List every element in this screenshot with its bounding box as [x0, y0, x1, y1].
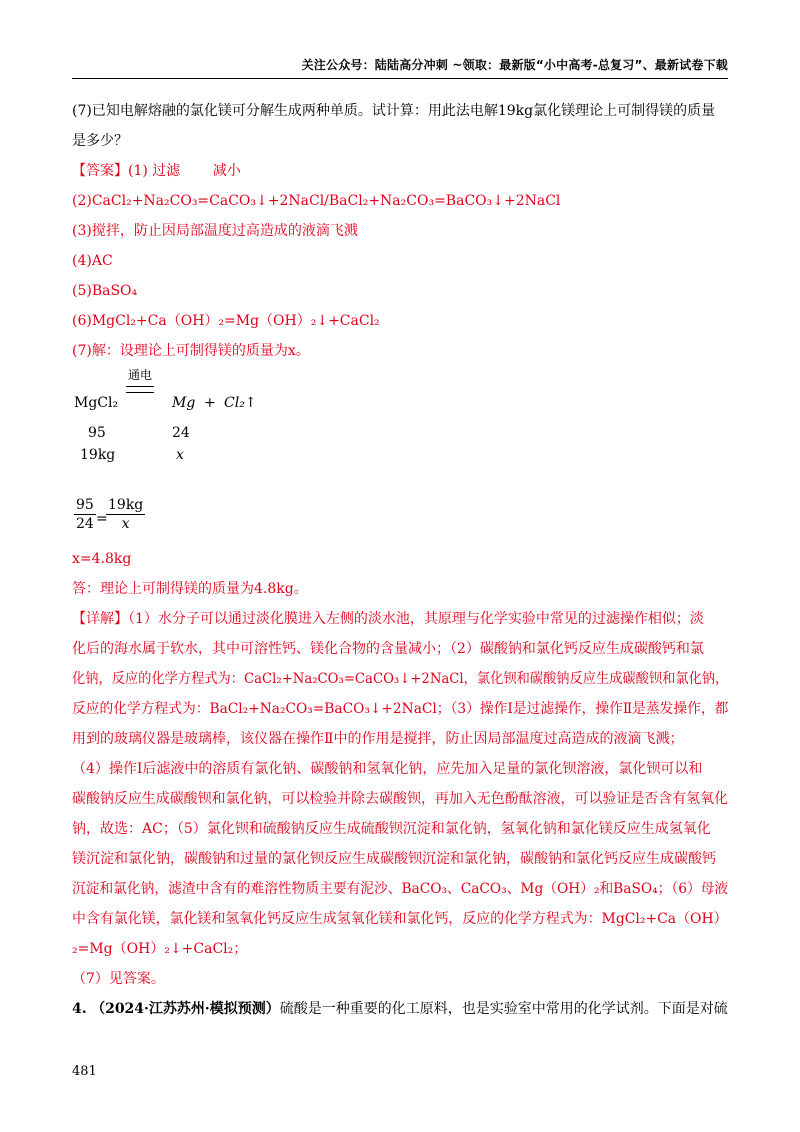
- detail-line-11: 中含有氯化镁，氯化镁和氢氧化钙反应生成氢氧化镁和氯化钙，反应的化学方程式为：MgCl₂+Ca（OH）: [72, 911, 728, 927]
- conclusion-line: 答：理论上可制得镁的质量为4.8kg。: [72, 581, 308, 597]
- detail-line-5: 用到的玻璃仪器是玻璃棒，该仪器在操作Ⅱ中的作用是搅拌，防止因局部温度过高造成的液滴飞溅；: [72, 731, 684, 747]
- detail-line-2: 化后的海水属于软水，其中可溶性钙、镁化合物的含量减小；（2）碳酸钠和氯化钙反应生成碳酸钙和氯: [72, 641, 704, 657]
- page-content: [72, 96, 728, 1024]
- equation-plus: +: [204, 395, 216, 411]
- result-line: x=4.8kg: [72, 551, 132, 567]
- equation-given-mass: 19kg: [80, 447, 116, 463]
- fraction-left-denominator: 24: [76, 516, 94, 532]
- detail-line-9: 镁沉淀和氯化钠，碳酸钠和过量的氯化钡反应生成碳酸钡沉淀和氯化钠，碳酸钠和氯化钙反应生成碳酸钙: [72, 851, 716, 867]
- question-4-number: 4.: [72, 1001, 87, 1017]
- fraction-left-numerator: 95: [76, 497, 94, 513]
- equation-product-cl2: Cl₂↑: [224, 395, 257, 411]
- detail-line-3: 化钠，反应的化学方程式为：CaCl₂+Na₂CO₃=CaCO₃↓+2NaCl，氯化钡和碳酸钠反应生成碳酸钡和氯化钠，: [72, 671, 729, 687]
- detail-line-4: 反应的化学方程式为：BaCl₂+Na₂CO₃=BaCO₃↓+2NaCl；（3）操作Ⅰ是过滤操作，操作Ⅱ是蒸发操作，都: [72, 701, 729, 717]
- equation-reactant: MgCl₂: [74, 395, 119, 411]
- detail-line-7: 碳酸钠反应生成碳酸钡和氯化钠，可以检验并除去碳酸钡，再加入无色酚酞溶液，可以验证是否含有氢氧化: [72, 791, 729, 807]
- equation-condition: 通电: [128, 368, 153, 382]
- answer-label-1: 【答案】(1) 过滤 减小: [72, 163, 241, 179]
- question-7-line-1: (7)已知电解熔融的氯化镁可分解生成两种单质。试计算：用此法电解19kg氯化镁理论上可制得镁的质量: [72, 103, 716, 119]
- equation-ratio-left: 95: [88, 425, 106, 441]
- equation-ratio-right: 24: [172, 425, 190, 441]
- answer-2: (2)CaCl₂+Na₂CO₃=CaCO₃↓+2NaCl/BaCl₂+Na₂CO₃=BaCO₃↓+2NaCl: [72, 193, 561, 209]
- detail-line-8: 钠，故选：AC；（5）氯化钡和硫酸钠反应生成硫酸钡沉淀和氯化钠，氢氧化钠和氯化镁反应生成氢氧化: [72, 821, 711, 837]
- question-4-text: 硫酸是一种重要的化工原料，也是实验室中常用的化学试剂。下面是对硫: [279, 1001, 728, 1017]
- answer-3: (3)搅拌，防止因局部温度过高造成的液滴飞溅: [72, 223, 358, 239]
- chemical-equation: [72, 368, 728, 492]
- equation-equals-sign: [126, 386, 154, 393]
- header-divider: [72, 78, 728, 79]
- proportion-equals: =: [96, 511, 108, 527]
- equation-unknown: x: [176, 447, 184, 463]
- page-header: 关注公众号：陆陆高分冲刺 ~领取：最新版“小中高考-总复习”、最新试卷下载: [301, 58, 728, 72]
- fraction-right-denominator: x: [121, 516, 130, 532]
- detail-line-6: （4）操作Ⅰ后滤液中的溶质有氯化钠、碳酸钠和氢氧化钠，应先加入足量的氯化钡溶液，氯化钡可以和: [72, 761, 703, 777]
- answer-4: (4)AC: [72, 253, 113, 269]
- detail-line-13: （7）见答案。: [72, 971, 165, 987]
- detail-line-10: 沉淀和氯化钠，滤渣中含有的难溶性物质主要有泥沙、BaCO₃、CaCO₃、Mg（OH）₂和BaSO₄；（6）母液: [72, 881, 729, 897]
- proportion-equation: [72, 496, 728, 544]
- fraction-right-numerator: 19kg: [108, 497, 144, 513]
- answer-6: (6)MgCl₂+Ca（OH）₂=Mg（OH）₂↓+CaCl₂: [72, 313, 380, 329]
- fraction-left: [74, 496, 96, 533]
- answer-7: (7)解：设理论上可制得镁的质量为x。: [72, 343, 310, 359]
- page-number: 481: [72, 1064, 97, 1079]
- question-7-line-2: 是多少？: [72, 133, 128, 149]
- question-4: [72, 994, 728, 1024]
- detail-line-12: ₂=Mg（OH）₂↓+CaCl₂；: [72, 941, 248, 957]
- answer-5: (5)BaSO₄: [72, 283, 138, 299]
- equation-product-mg: Mg: [172, 395, 196, 411]
- fraction-right: [106, 496, 145, 533]
- detail-line-1: 【详解】（1）水分子可以通过淡化膜进入左侧的淡水池，其原理与化学实验中常见的过滤操作相似；淡: [72, 611, 704, 627]
- question-4-source: （2024·江苏苏州·模拟预测）: [91, 1001, 280, 1017]
